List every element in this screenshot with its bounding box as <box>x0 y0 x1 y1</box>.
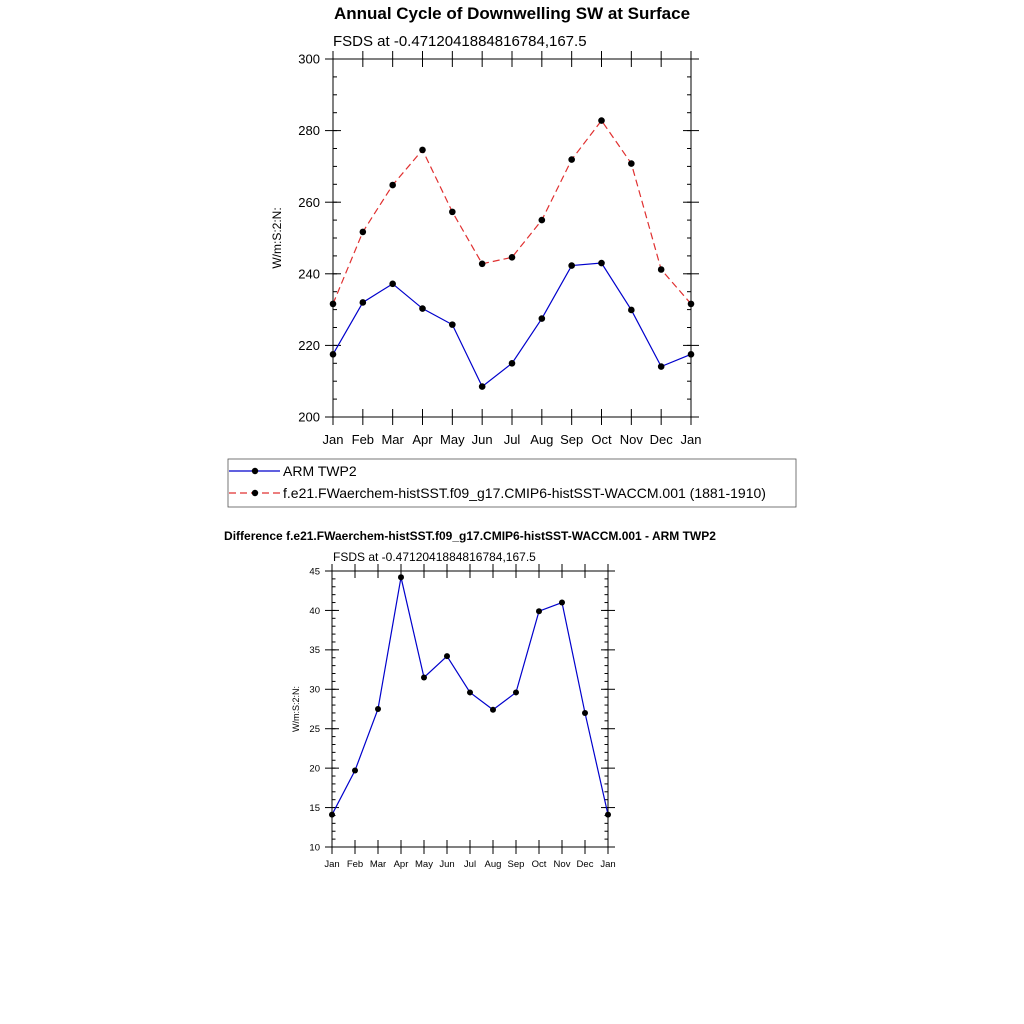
legend-label-obs: ARM TWP2 <box>283 463 357 479</box>
x-tick-label: Nov <box>553 859 571 870</box>
x-tick-label: Jul <box>463 859 477 870</box>
y-tick-label: 200 <box>298 409 320 425</box>
x-tick-label: Dec <box>649 432 673 447</box>
data-point <box>419 147 426 154</box>
data-point <box>658 266 665 273</box>
data-point <box>389 182 396 189</box>
y-tick-label: 220 <box>298 337 320 353</box>
data-point <box>490 707 496 713</box>
x-tick-label: Sep <box>560 432 584 447</box>
y-axis-label: W/m:S:2:N: <box>270 207 284 269</box>
y-tick-label: 25 <box>309 724 320 736</box>
x-tick-label: Aug <box>530 432 554 447</box>
data-point <box>598 117 605 124</box>
data-point <box>330 351 337 358</box>
x-tick-label: Sep <box>507 859 525 870</box>
y-tick-label: 10 <box>309 842 320 854</box>
data-point <box>360 299 367 306</box>
data-point <box>536 608 542 614</box>
data-point <box>352 768 358 774</box>
data-point <box>330 301 337 308</box>
data-point <box>628 160 635 167</box>
data-point <box>389 281 396 288</box>
data-point <box>329 812 335 818</box>
data-point <box>513 689 519 695</box>
x-tick-label: Jan <box>680 432 702 447</box>
chart-title: Annual Cycle of Downwelling SW at Surface <box>333 4 691 23</box>
axis-ticks <box>309 564 615 870</box>
data-point <box>688 351 695 358</box>
x-tick-label: Apr <box>412 432 433 447</box>
data-point <box>398 574 404 580</box>
data-point <box>688 301 695 308</box>
data-point <box>444 653 450 659</box>
chart-subtitle: FSDS at -0.4712041884816784,167.5 <box>333 550 536 564</box>
chart-subtitle: FSDS at -0.4712041884816784,167.5 <box>333 33 587 50</box>
data-point <box>539 315 546 322</box>
y-tick-label: 240 <box>298 266 320 282</box>
x-tick-label: Apr <box>393 859 409 870</box>
x-tick-label: Mar <box>381 432 404 447</box>
x-tick-label: May <box>415 859 433 870</box>
legend-entry-obs <box>229 463 357 479</box>
difference-chart <box>224 529 716 870</box>
data-point <box>559 600 565 606</box>
x-tick-label: Feb <box>346 859 364 870</box>
data-point <box>509 360 516 367</box>
series-line-model <box>333 121 691 304</box>
data-point <box>479 260 486 267</box>
axis-ticks <box>298 51 701 447</box>
y-tick-label: 20 <box>309 763 320 775</box>
data-point <box>419 305 426 312</box>
legend <box>228 459 796 507</box>
x-tick-label: May <box>440 432 465 447</box>
data-point <box>467 689 473 695</box>
y-tick-label: 15 <box>309 802 320 814</box>
series-lines <box>332 577 608 814</box>
x-tick-label: Oct <box>531 859 547 870</box>
y-tick-label: 45 <box>309 566 320 578</box>
data-point <box>509 254 516 261</box>
series-lines <box>333 121 691 387</box>
series-line-obs <box>333 263 691 387</box>
y-tick-label: 40 <box>309 605 320 617</box>
data-point <box>658 363 665 370</box>
series-markers <box>329 574 611 817</box>
x-tick-label: Jan <box>322 432 344 447</box>
x-tick-label: Jul <box>503 432 521 447</box>
x-tick-label: Dec <box>576 859 594 870</box>
y-axis-label: W/m:S:2:N: <box>291 685 301 733</box>
y-tick-label: 30 <box>309 684 320 696</box>
x-tick-label: Jan <box>600 859 616 870</box>
annual-cycle-chart <box>270 4 701 447</box>
x-tick-label: Mar <box>369 859 387 870</box>
data-point <box>479 383 486 390</box>
y-tick-label: 260 <box>298 194 320 210</box>
x-tick-label: Jun <box>471 432 493 447</box>
legend-label-model: f.e21.FWaerchem-histSST.f09_g17.CMIP6-histSST-WACCM.001 (1881-1910) <box>283 485 766 501</box>
series-markers <box>330 117 695 390</box>
x-tick-label: Oct <box>591 432 612 447</box>
legend-marker-model <box>252 490 258 496</box>
series-line-obs <box>332 577 608 814</box>
y-tick-label: 300 <box>298 51 320 67</box>
y-tick-label: 280 <box>298 123 320 139</box>
x-tick-label: Aug <box>484 859 502 870</box>
legend-entry-model <box>229 485 766 501</box>
x-tick-label: Nov <box>619 432 643 447</box>
data-point <box>568 156 575 163</box>
plot-frame <box>332 571 608 847</box>
data-point <box>628 307 635 314</box>
legend-marker-obs <box>252 468 258 474</box>
data-point <box>598 260 605 267</box>
data-point <box>449 321 456 328</box>
y-tick-label: 35 <box>309 645 320 657</box>
chart-title: Difference f.e21.FWaerchem-histSST.f09_g17.CMIP6-histSST-WACCM.001 - ARM TWP2 <box>224 529 716 543</box>
data-point <box>360 229 367 236</box>
data-point <box>375 706 381 712</box>
data-point <box>449 209 456 216</box>
data-point <box>421 674 427 680</box>
data-point <box>582 710 588 716</box>
x-tick-label: Feb <box>351 432 375 447</box>
x-tick-label: Jun <box>439 859 455 870</box>
data-point <box>568 262 575 269</box>
data-point <box>605 812 611 818</box>
data-point <box>539 217 546 224</box>
x-tick-label: Jan <box>324 859 340 870</box>
